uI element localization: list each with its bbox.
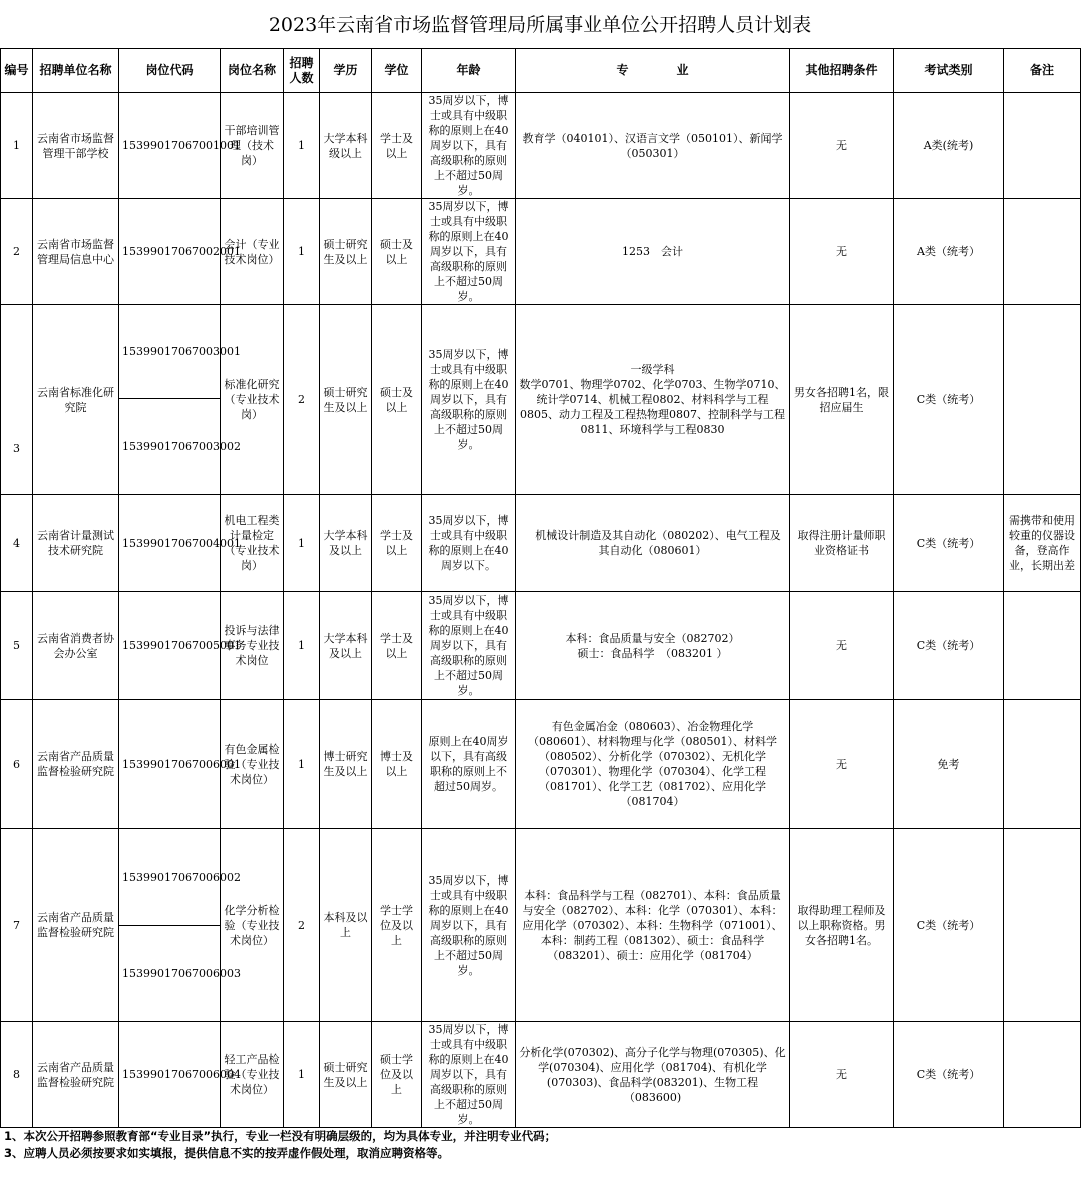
footnote-1: 1、本次公开招聘参照教育部“专业目录”执行，专业一栏没有明确层级的，均为具体专业，并注明专业代码； xyxy=(4,1129,557,1143)
cell-code: 15399017067005001 xyxy=(119,592,221,700)
cell-post: 会计（专业技术岗位） xyxy=(221,199,284,305)
cell-other: 无 xyxy=(790,199,894,305)
header-unit: 招聘单位名称 xyxy=(33,49,119,93)
cell-remark xyxy=(1004,592,1081,700)
table-row xyxy=(1,700,1081,829)
table-row xyxy=(1,495,1081,592)
footnotes xyxy=(4,1128,1074,1162)
cell-major xyxy=(516,592,790,700)
cell-code: 15399017067004001 xyxy=(119,495,221,592)
cell-post: 化学分析检验（专业技术岗位） xyxy=(221,829,284,1022)
cell-unit: 云南省标准化研究院 xyxy=(33,305,119,495)
cell-edu: 博士研究生及以上 xyxy=(320,700,372,829)
cell-remark xyxy=(1004,1022,1081,1128)
cell-exam: C类（统考） xyxy=(894,305,1004,495)
cell-exam: A类（统考） xyxy=(894,199,1004,305)
cell-age: 35周岁以下，博士或具有中级职称的原则上在40周岁以下，具有高级职称的原则上不超过50周岁。 xyxy=(422,592,516,700)
major-list: 数学0701、物理学0702、化学0703、生物学0710、统计学0714、机械工程0802、材料科学与工程0805、动力工程及工程热物理0807、控制科学与工程0811、环境科学与工程0830 xyxy=(519,378,786,436)
cell-major: 分析化学(070302)、高分子化学与物理(070305)、化学(070304)、应用化学（081704)、有机化学(070303)、食品科学(083201)、生物工程（083600) xyxy=(516,1022,790,1128)
cell-other: 无 xyxy=(790,1022,894,1128)
cell-no: 6 xyxy=(1,700,33,829)
cell-degree: 学士学位及以上 xyxy=(372,829,422,1022)
major-line: 硕士：食品科学 （083201 ） xyxy=(577,646,728,660)
cell-major: 本科：食品科学与工程（082701）、本科：食品质量与安全（082702）、本科：化学（070301）、本科：应用化学（070302）、本科：生物科学（071001）、本科：制药工程（081302）、硕士：食品科学（083201）、硕士：应用化学（081704） xyxy=(516,829,790,1022)
table-row xyxy=(1,305,1081,399)
cell-count: 2 xyxy=(284,829,320,1022)
cell-degree: 学士及以上 xyxy=(372,93,422,199)
header-row xyxy=(1,49,1081,93)
cell-post: 标准化研究（专业技术岗） xyxy=(221,305,284,495)
major-heading: 一级学科 xyxy=(630,363,675,376)
cell-remark xyxy=(1004,93,1081,199)
cell-age: 35周岁以下，博士或具有中级职称的原则上在40周岁以下，具有高级职称的原则上不超过50周岁。 xyxy=(422,93,516,199)
cell-count: 1 xyxy=(284,93,320,199)
cell-no: 8 xyxy=(1,1022,33,1128)
cell-age: 35周岁以下，博士或具有中级职称的原则上在40周岁以下，具有高级职称的原则上不超过50周岁。 xyxy=(422,305,516,495)
cell-remark xyxy=(1004,305,1081,495)
cell-no: 1 xyxy=(1,93,33,199)
cell-no: 7 xyxy=(1,829,33,1022)
cell-edu: 大学本科及以上 xyxy=(320,495,372,592)
cell-count: 1 xyxy=(284,495,320,592)
cell-exam: C类（统考） xyxy=(894,829,1004,1022)
header-exam: 考试类别 xyxy=(894,49,1004,93)
cell-age: 原则上在40周岁以下，具有高级职称的原则上不超过50周岁。 xyxy=(422,700,516,829)
cell-major: 1253 会计 xyxy=(516,199,790,305)
cell-edu: 大学本科及以上 xyxy=(320,592,372,700)
cell-post: 有色金属检验（专业技术岗位） xyxy=(221,700,284,829)
table-row xyxy=(1,829,1081,926)
table-row xyxy=(1,592,1081,700)
cell-unit: 云南省产品质量监督检验研究院 xyxy=(33,700,119,829)
cell-no: 5 xyxy=(1,592,33,700)
cell-exam: A类(统考) xyxy=(894,93,1004,199)
cell-remark: 需携带和使用较重的仪器设备，登高作业，长期出差 xyxy=(1004,495,1081,592)
cell-edu: 硕士研究生及以上 xyxy=(320,1022,372,1128)
header-count: 招聘人数 xyxy=(284,49,320,93)
cell-exam: C类（统考） xyxy=(894,1022,1004,1128)
page-title: 2023年云南省市场监督管理局所属事业单位公开招聘人员计划表 xyxy=(268,14,812,36)
cell-other: 取得助理工程师及以上职称资格。男女各招聘1名。 xyxy=(790,829,894,1022)
cell-post: 干部培训管理（技术岗） xyxy=(221,93,284,199)
cell-remark xyxy=(1004,199,1081,305)
header-other: 其他招聘条件 xyxy=(790,49,894,93)
cell-unit: 云南省市场监督管理局信息中心 xyxy=(33,199,119,305)
cell-degree: 博士及以上 xyxy=(372,700,422,829)
cell-major: 机械设计制造及其自动化（080202）、电气工程及其自动化（080601） xyxy=(516,495,790,592)
cell-no: 2 xyxy=(1,199,33,305)
cell-degree: 学士及以上 xyxy=(372,495,422,592)
cell-unit: 云南省计量测试技术研究院 xyxy=(33,495,119,592)
recruitment-plan-table xyxy=(0,48,1081,1128)
cell-other: 男女各招聘1名，限招应届生 xyxy=(790,305,894,495)
header-code: 岗位代码 xyxy=(119,49,221,93)
cell-age: 35周岁以下，博士或具有中级职称的原则上在40周岁以下，具有高级职称的原则上不超过50周岁。 xyxy=(422,199,516,305)
cell-exam: C类（统考） xyxy=(894,592,1004,700)
header-degree: 学位 xyxy=(372,49,422,93)
cell-other: 取得注册计量师职业资格证书 xyxy=(790,495,894,592)
cell-unit: 云南省产品质量监督检验研究院 xyxy=(33,829,119,1022)
cell-unit: 云南省消费者协会办公室 xyxy=(33,592,119,700)
cell-other: 无 xyxy=(790,592,894,700)
cell-unit: 云南省产品质量监督检验研究院 xyxy=(33,1022,119,1128)
cell-major: 教育学（040101）、汉语言文学（050101）、新闻学（050301） xyxy=(516,93,790,199)
header-post: 岗位名称 xyxy=(221,49,284,93)
cell-post: 机电工程类计量检定（专业技术岗） xyxy=(221,495,284,592)
cell-code: 15399017067006002 xyxy=(119,829,221,926)
cell-count: 1 xyxy=(284,592,320,700)
cell-degree: 硕士及以上 xyxy=(372,305,422,495)
cell-count: 1 xyxy=(284,199,320,305)
cell-degree: 硕士及以上 xyxy=(372,199,422,305)
cell-degree: 学士及以上 xyxy=(372,592,422,700)
major-line: 本科：食品质量与安全（082702） xyxy=(565,631,740,645)
cell-code: 15399017067001001 xyxy=(119,93,221,199)
cell-code: 15399017067006001 xyxy=(119,700,221,829)
cell-exam: C类（统考） xyxy=(894,495,1004,592)
cell-other: 无 xyxy=(790,700,894,829)
cell-code: 15399017067006004 xyxy=(119,1022,221,1128)
cell-count: 1 xyxy=(284,1022,320,1128)
cell-count: 1 xyxy=(284,700,320,829)
cell-degree: 硕士学位及以上 xyxy=(372,1022,422,1128)
cell-code: 15399017067002001 xyxy=(119,199,221,305)
cell-age: 35周岁以下，博士或具有中级职称的原则上在40周岁以下。 xyxy=(422,495,516,592)
cell-edu: 硕士研究生及以上 xyxy=(320,199,372,305)
cell-no: 3 xyxy=(1,305,33,495)
cell-remark xyxy=(1004,829,1081,1022)
cell-edu: 本科及以上 xyxy=(320,829,372,1022)
cell-remark xyxy=(1004,700,1081,829)
footnote-3: 3、应聘人员必须按要求如实填报，提供信息不实的按弄虚作假处理，取消应聘资格等。 xyxy=(4,1146,449,1160)
cell-code: 15399017067003002 xyxy=(119,399,221,495)
table-row xyxy=(1,93,1081,199)
header-age: 年龄 xyxy=(422,49,516,93)
cell-post: 轻工产品检验（专业技术岗位） xyxy=(221,1022,284,1128)
cell-major: 有色金属冶金（080603）、冶金物理化学（080601）、材料物理与化学（080501）、材料学（080502）、分析化学（070302）、无机化学（070301）、物理化学（070304）、化学工程（081701）、化学工艺（081702）、应用化学（081704） xyxy=(516,700,790,829)
cell-exam: 免考 xyxy=(894,700,1004,829)
cell-edu: 硕士研究生及以上 xyxy=(320,305,372,495)
cell-age: 35周岁以下，博士或具有中级职称的原则上在40周岁以下，具有高级职称的原则上不超过50周岁。 xyxy=(422,1022,516,1128)
header-major: 专 业 xyxy=(516,49,790,93)
cell-edu: 大学本科级以上 xyxy=(320,93,372,199)
table-row xyxy=(1,199,1081,305)
cell-other: 无 xyxy=(790,93,894,199)
cell-code: 15399017067006003 xyxy=(119,926,221,1022)
cell-count: 2 xyxy=(284,305,320,495)
cell-major xyxy=(516,305,790,495)
cell-age: 35周岁以下，博士或具有中级职称的原则上在40周岁以下，具有高级职称的原则上不超过50周岁。 xyxy=(422,829,516,1022)
header-no: 编号 xyxy=(1,49,33,93)
cell-code: 15399017067003001 xyxy=(119,305,221,399)
header-edu: 学历 xyxy=(320,49,372,93)
cell-unit: 云南省市场监督管理干部学校 xyxy=(33,93,119,199)
table-row xyxy=(1,1022,1081,1128)
header-remark: 备注 xyxy=(1004,49,1081,93)
cell-post: 投诉与法律事务专业技术岗位 xyxy=(221,592,284,700)
cell-no: 4 xyxy=(1,495,33,592)
